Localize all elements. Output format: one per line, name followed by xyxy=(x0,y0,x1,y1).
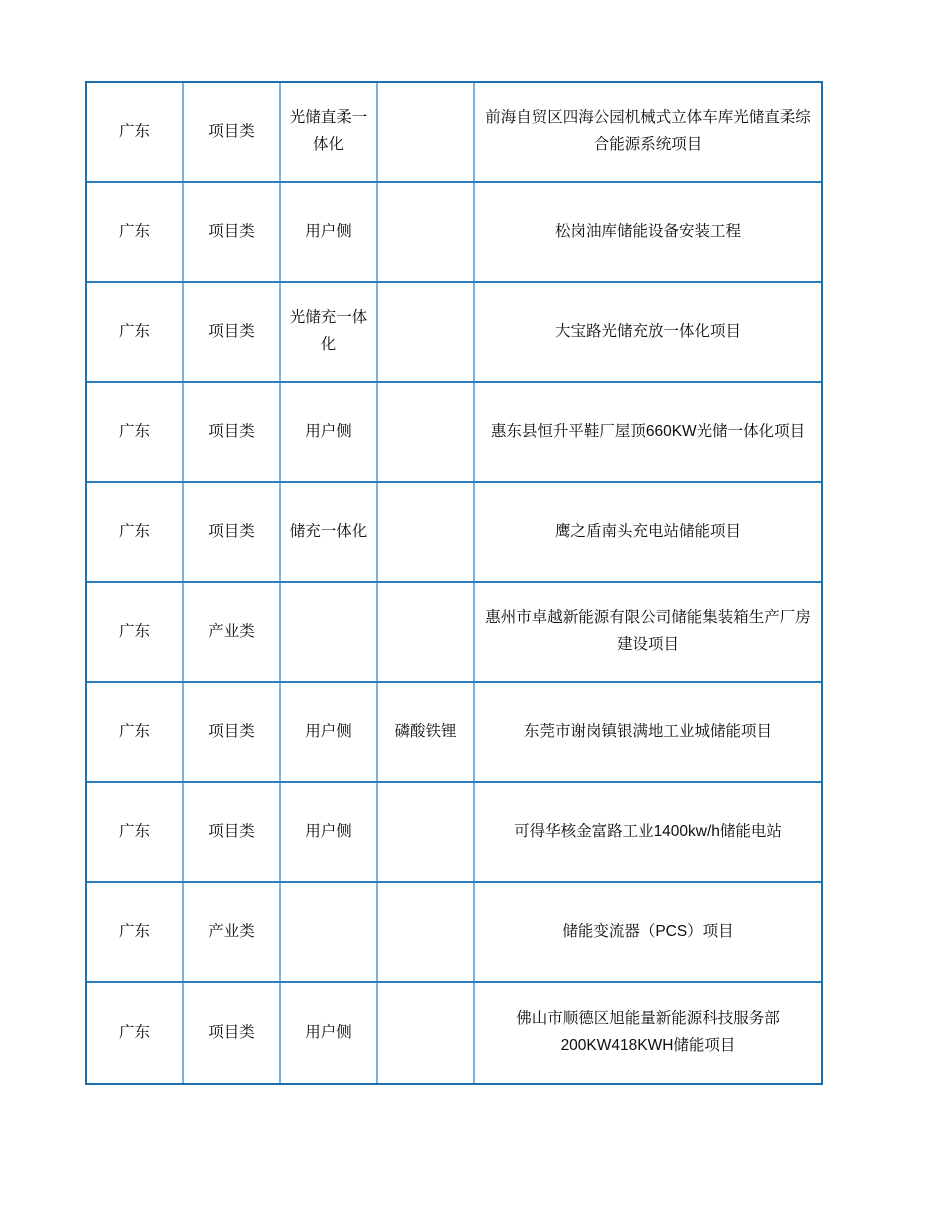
cell-category: 项目类 xyxy=(184,683,281,781)
cell-category: 项目类 xyxy=(184,483,281,581)
cell-region: 广东 xyxy=(87,583,184,681)
cell-category: 项目类 xyxy=(184,383,281,481)
table-row xyxy=(87,883,821,983)
cell-category: 项目类 xyxy=(184,183,281,281)
cell-tech-type: 用户侧 xyxy=(281,183,378,281)
cell-region: 广东 xyxy=(87,783,184,881)
cell-battery-type xyxy=(378,483,475,581)
cell-battery-type: 磷酸铁锂 xyxy=(378,683,475,781)
table-row xyxy=(87,783,821,883)
table-row xyxy=(87,483,821,583)
cell-project-name: 大宝路光储充放一体化项目 xyxy=(554,322,741,340)
cell-project-name: 惠州市卓越新能源有限公司储能集装箱生产厂房建设项目 xyxy=(485,609,811,653)
table-row xyxy=(87,283,821,383)
cell-project-name: 佛山市顺德区旭能量新能源科技服务部200KW418KWH储能项目 xyxy=(516,1010,780,1054)
cell-project-name: 鹰之盾南头充电站储能项目 xyxy=(554,522,741,540)
cell-battery-type xyxy=(378,883,475,981)
cell-region: 广东 xyxy=(87,83,184,181)
table-row xyxy=(87,583,821,683)
cell-project-name: 东莞市谢岗镇银满地工业城储能项目 xyxy=(523,722,772,740)
table-row xyxy=(87,383,821,483)
cell-region: 广东 xyxy=(87,983,184,1083)
cell-battery-type xyxy=(378,183,475,281)
cell-tech-type: 光储直柔一体化 xyxy=(281,83,378,181)
cell-tech-type: 光储充一体化 xyxy=(281,283,378,381)
cell-project-name: 储能变流器（PCS）项目 xyxy=(562,922,734,940)
cell-battery-type xyxy=(378,583,475,681)
cell-tech-type xyxy=(281,883,378,981)
cell-region: 广东 xyxy=(87,483,184,581)
cell-tech-type: 用户侧 xyxy=(281,783,378,881)
cell-battery-type xyxy=(378,983,475,1083)
cell-battery-type xyxy=(378,783,475,881)
cell-tech-type: 用户侧 xyxy=(281,383,378,481)
cell-project-name: 惠东县恒升平鞋厂屋顶660KW光储一体化项目 xyxy=(490,422,806,440)
cell-category: 项目类 xyxy=(184,83,281,181)
cell-tech-type: 储充一体化 xyxy=(281,483,378,581)
cell-tech-type xyxy=(281,583,378,681)
cell-region: 广东 xyxy=(87,283,184,381)
cell-region: 广东 xyxy=(87,683,184,781)
cell-region: 广东 xyxy=(87,383,184,481)
cell-region: 广东 xyxy=(87,883,184,981)
cell-project-name: 前海自贸区四海公园机械式立体车库光储直柔综合能源系统项目 xyxy=(485,109,811,153)
cell-category: 项目类 xyxy=(184,783,281,881)
cell-category: 项目类 xyxy=(184,983,281,1083)
cell-battery-type xyxy=(378,383,475,481)
cell-project-name: 可得华核金富路工业1400kw/h储能电站 xyxy=(514,822,782,840)
cell-project-name: 松岗油库储能设备安装工程 xyxy=(554,222,741,240)
table-row xyxy=(87,983,821,1083)
cell-tech-type: 用户侧 xyxy=(281,683,378,781)
cell-battery-type xyxy=(378,283,475,381)
cell-region: 广东 xyxy=(87,183,184,281)
cell-tech-type: 用户侧 xyxy=(281,983,378,1083)
cell-category: 产业类 xyxy=(184,583,281,681)
cell-category: 产业类 xyxy=(184,883,281,981)
table-row xyxy=(87,683,821,783)
table-row xyxy=(87,83,821,183)
cell-category: 项目类 xyxy=(184,283,281,381)
project-table xyxy=(85,81,823,1085)
table-row xyxy=(87,183,821,283)
cell-battery-type xyxy=(378,83,475,181)
